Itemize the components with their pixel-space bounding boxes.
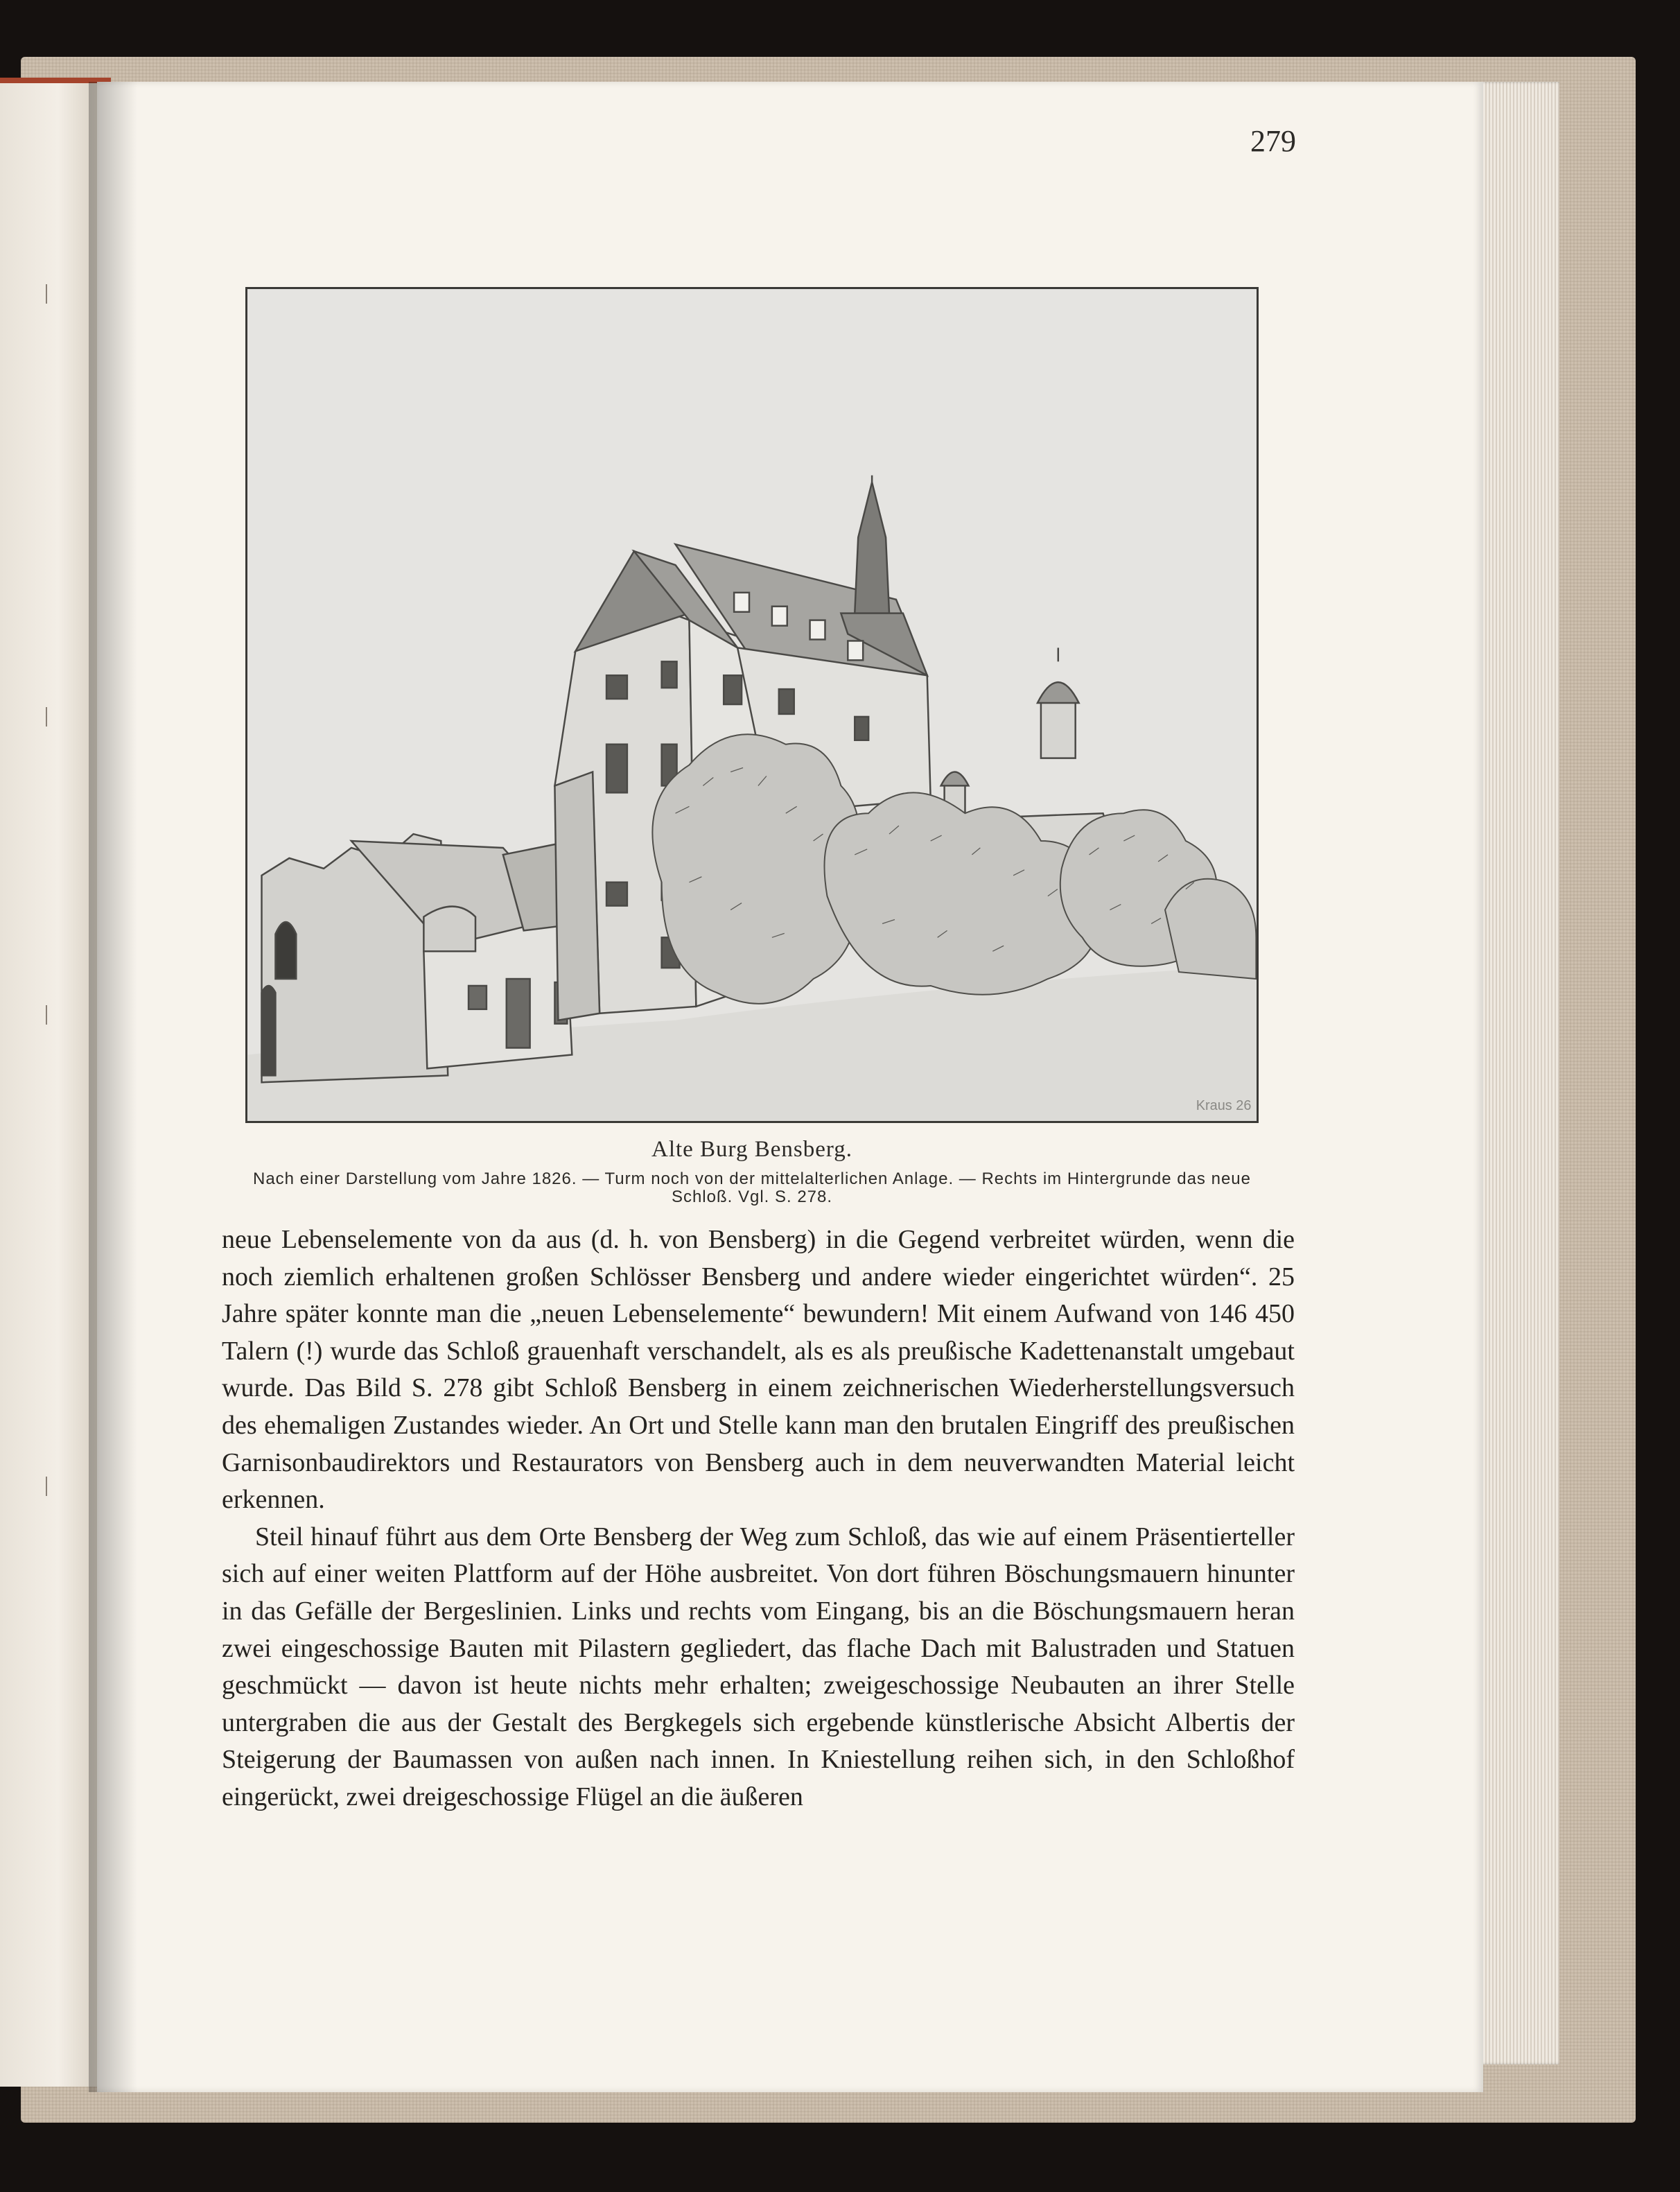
body-text: [222, 1221, 1295, 1816]
page-number: 279: [1250, 124, 1296, 158]
artist-signature: Kraus 26: [1196, 1098, 1252, 1114]
castle-sketch: [247, 289, 1257, 1121]
binding-mark: [46, 284, 53, 304]
binding-mark: [46, 707, 53, 727]
spine-shadow: [89, 82, 137, 2092]
binding-mark: [46, 1477, 53, 1496]
figure-caption-note: Nach einer Darstellung vom Jahre 1826. — Turm noch von der mittelalterlichen Anlage. — Rechts im Hintergrunde das neue Schloß. Vgl. S. 278.: [252, 1169, 1251, 1206]
binding-mark: [46, 1005, 53, 1025]
left-page: [0, 83, 97, 2087]
page-stack-edges: [1476, 82, 1559, 2064]
paragraph: neue Lebenselemente von da aus (d. h. von Bensberg) in die Gegend verbreitet würden, wenn die noch ziemlich erhaltenen großen Schlösser Bensberg und andere wieder eingerichtet würden“. 25 Jahre später konnte man die „neuen Lebenselemente“ bewundern! Mit einem Aufwand von 146 450 Talern (!) wurde das Schloß grauenhaft verschandelt, als es als preußische Kadettenanstalt umgebaut wurde. Das Bild S. 278 gibt Schloß Bensberg in einem zeichnerischen Wiederherstellungsversuch des ehemaligen Zustandes wieder. An Ort und Stelle kann man den brutalen Eingriff des preußischen Garnisonbaudirektors und Restaurators von Bensberg auch in dem neuverwandten Material leicht erkennen.: [222, 1225, 1295, 1515]
paragraph: Steil hinauf führt aus dem Orte Bensberg der Weg zum Schloß, das wie auf einem Präsentierteller sich auf einer weiten Plattform auf der Höhe ausbreitet. Von dort führen Böschungsmauern hinunter in das Gefälle der Bergeslinien. Links und rechts vom Eingang, bis an die Böschungsmauern heran zwei eingeschossige Bauten mit Pilastern gegliedert, das flache Dach mit Balustraden und Statuen geschmückt — davon ist heute nichts mehr erhalten; zweigeschossige Neubauten an ihrer Stelle untergraben die aus der Gestalt des Bergkegels sich ergebende künstlerische Absicht Albertis der Steigerung der Baumassen von außen nach innen. In Kniestellung reihen sich, in den Schloßhof eingerückt, zwei dreigeschossige Flügel an die äußeren: [222, 1522, 1295, 1811]
figure-caption-title: Alte Burg Bensberg.: [651, 1137, 852, 1162]
castle-illustration: [245, 287, 1259, 1123]
